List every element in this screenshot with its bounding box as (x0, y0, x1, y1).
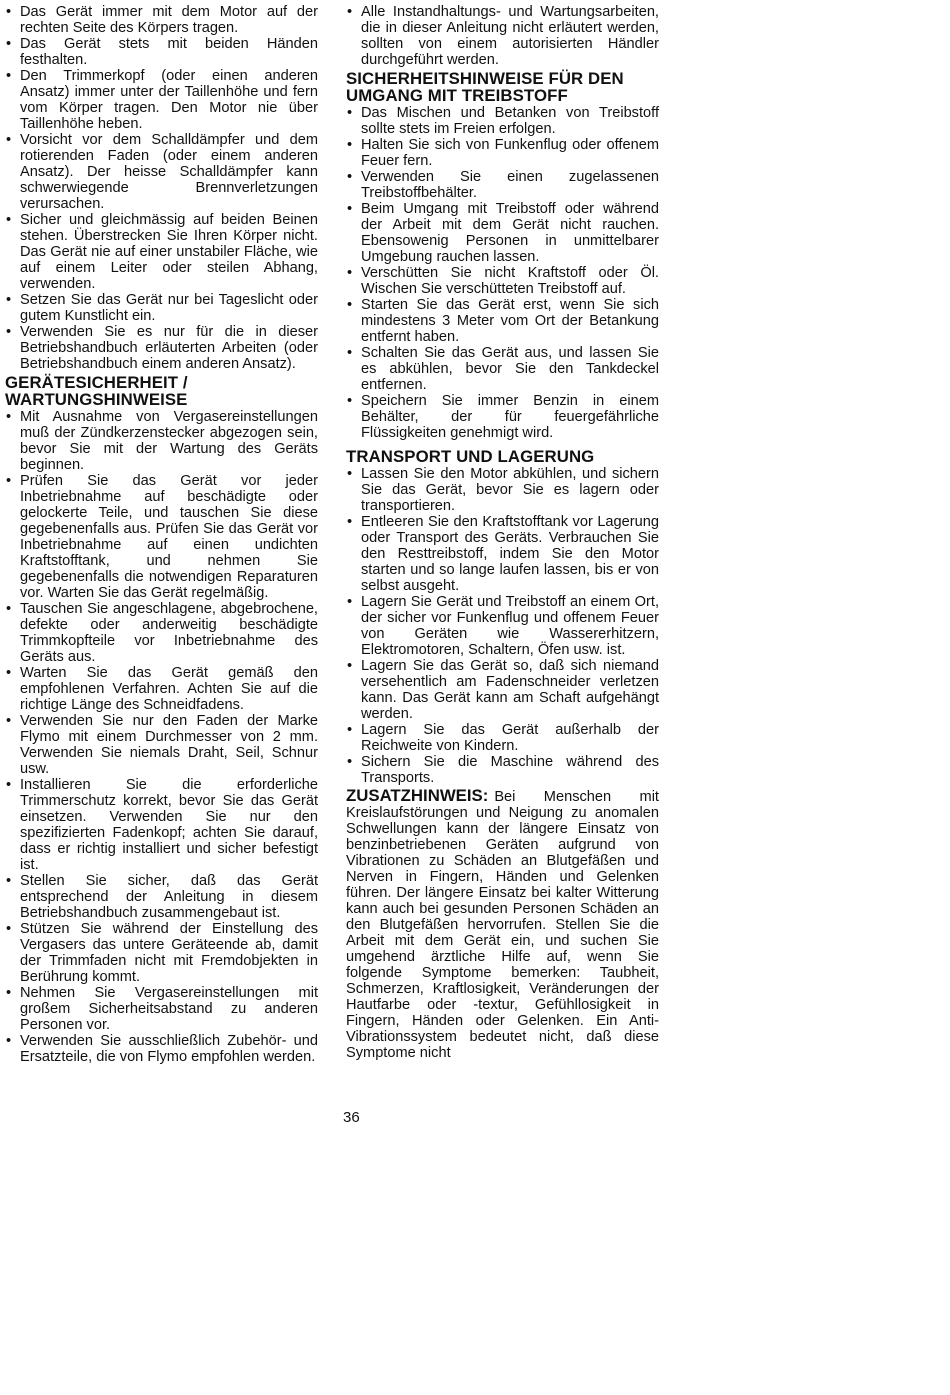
maintenance-dealer-list (346, 4, 659, 68)
list-item: • Sicher und gleichmässig auf beiden Beinen stehen. Überstrecken Sie Ihren Körper nicht. Das Gerät nie auf einer unstabiler Fläche, wie auf einem Leiter oder steilen Abhang, verwenden. (5, 212, 318, 292)
list-item: • Stellen Sie sicher, daß das Gerät entsprechend der Anleitung in diesem Betriebshandbuch zusammengebaut ist. (5, 873, 318, 921)
list-item: • Speichern Sie immer Benzin in einem Behälter, der für feuergefährliche Flüssigkeiten genehmigt wird. (346, 393, 659, 441)
list-item: • Verwenden Sie einen zugelassenen Treibstoffbehälter. (346, 169, 659, 201)
heading-fuel-safety (346, 70, 659, 104)
list-item: • Das Gerät stets mit beiden Händen festhalten. (5, 36, 318, 68)
heading-line: GERÄTESICHERHEIT / (5, 373, 188, 392)
list-item: • Den Trimmerkopf (oder einen anderen Ansatz) immer unter der Taillenhöhe und fern vom Körper tragen. Den Motor nie über Taillenhöhe heben. (5, 68, 318, 132)
note-text: Bei Menschen mit Kreislaufstörungen und Neigung zu anomalen Schwellungen kann der längere Einsatz von benzinbetriebenen Geräten aufgrund von Vibrationen zu Schäden an Blutgefäßen und Nerven in Fingern, Händen und Gelenken führen. Der längere Einsatz bei kalter Witterung kann auch bei gesunden Personen Schäden an den Blutgefäßen hervorrufen. Stellen Sie die Arbeit mit dem Gerät ein, und suchen Sie umgehend ärztliche Hilfe auf, wenn Sie folgende Symptome bemerken: Taubheit, Schmerzen, Kraftlosigkeit, Veränderungen der Hautfarbe oder -textur, Gefühllosigkeit in Fingern, Händen oder Gelenken. Ein Anti-Vibrationssystem bedeutet nicht, daß diese Symptome nicht (346, 789, 659, 1061)
list-item: • Das Gerät immer mit dem Motor auf der rechten Seite des Körpers tragen. (5, 4, 318, 36)
list-item: • Vorsicht vor dem Schalldämpfer und dem rotierenden Faden (oder einem anderen Ansatz). Der heisse Schalldämpfer kann schwerwiegende Brennverletzungen verursachen. (5, 132, 318, 212)
heading-line: SICHERHEITSHINWEISE FÜR DEN (346, 69, 624, 88)
note-title: ZUSATZHINWEIS: (346, 786, 489, 805)
list-item: • Beim Umgang mit Treibstoff oder während der Arbeit mit dem Gerät nicht rauchen. Ebensowenig Personen in unmittelbarer Umgebung rauchen lassen. (346, 201, 659, 265)
list-item: • Verwenden Sie es nur für die in dieser Betriebshandbuch erläuterten Arbeiten (oder Betriebshandbuch einem anderen Ansatz). (5, 324, 318, 372)
safety-list-handling (5, 4, 318, 372)
list-item: • Stützen Sie während der Einstellung des Vergasers das untere Geräteende ab, damit der Trimmfaden nicht mit Fremdobjekten in Berührung kommt. (5, 921, 318, 985)
additional-note (346, 788, 659, 1061)
heading-line: WARTUNGSHINWEISE (5, 390, 188, 409)
list-item: • Mit Ausnahme von Vergasereinstellungen muß der Zündkerzenstecker abgezogen sein, bevor Sie mit der Wartung des Geräts beginnen. (5, 409, 318, 473)
left-column (5, 4, 318, 1065)
list-item: • Prüfen Sie das Gerät vor jeder Inbetriebnahme auf beschädigte oder gelockerte Teile, und tauschen Sie diese gegebenenfalls aus. Prüfen Sie das Gerät vor Inbetriebnahme auf einen undichten Kraftstofftank, und nehmen Sie gegebenenfalls die notwendigen Reparaturen vor. Warten Sie das Gerät regelmäßig. (5, 473, 318, 601)
heading-device-safety (5, 374, 318, 408)
list-item: • Lassen Sie den Motor abkühlen, und sichern Sie das Gerät, bevor Sie es lagern oder transportieren. (346, 466, 659, 514)
list-item: • Alle Instandhaltungs- und Wartungsarbeiten, die in dieser Anleitung nicht erläutert werden, sollten von einem autorisierten Händler durchgeführt werden. (346, 4, 659, 68)
list-item: • Verwenden Sie nur den Faden der Marke Flymo mit einem Durchmesser von 2 mm. Verwenden Sie niemals Draht, Seil, Schnur usw. (5, 713, 318, 777)
list-item: • Das Mischen und Betanken von Treibstoff sollte stets im Freien erfolgen. (346, 105, 659, 137)
list-item: • Lagern Sie das Gerät so, daß sich niemand versehentlich am Fadenschneider verletzen kann. Das Gerät kann am Schaft aufgehängt werden. (346, 658, 659, 722)
list-item: • Verschütten Sie nicht Kraftstoff oder Öl. Wischen Sie verschütteten Treibstoff auf. (346, 265, 659, 297)
heading-line: UMGANG MIT TREIBSTOFF (346, 86, 568, 105)
list-item: • Schalten Sie das Gerät aus, und lassen Sie es abkühlen, bevor Sie den Tankdeckel entfernen. (346, 345, 659, 393)
list-item: • Lagern Sie das Gerät außerhalb der Reichweite von Kindern. (346, 722, 659, 754)
list-item: • Tauschen Sie angeschlagene, abgebrochene, defekte oder anderweitig beschädigte Trimmkopfteile vor Inbetriebnahme des Geräts aus. (5, 601, 318, 665)
list-item: • Verwenden Sie ausschließlich Zubehör- und Ersatzteile, die von Flymo empfohlen werden. (5, 1033, 318, 1065)
page-number: 36 (343, 1109, 360, 1126)
list-item: • Setzen Sie das Gerät nur bei Tageslicht oder gutem Kunstlicht ein. (5, 292, 318, 324)
list-item: • Installieren Sie die erforderliche Trimmerschutz korrekt, bevor Sie das Gerät einsetzen. Verwenden Sie nur den spezifizierten Fadenkopf; achten Sie darauf, dass er richtig installiert und sicher befestigt ist. (5, 777, 318, 873)
fuel-safety-list (346, 105, 659, 441)
list-item: • Nehmen Sie Vergasereinstellungen mit großem Sicherheitsabstand zu anderen Personen vor. (5, 985, 318, 1033)
right-column (346, 4, 659, 1061)
list-item: • Halten Sie sich von Funkenflug oder offenem Feuer fern. (346, 137, 659, 169)
list-item: • Lagern Sie Gerät und Treibstoff an einem Ort, der sicher vor Funkenflug und offenem Feuer von Geräten wie Wassererhitzern, Elektromotoren, Schaltern, Öfen usw. ist. (346, 594, 659, 658)
transport-storage-list (346, 466, 659, 786)
list-item: • Starten Sie das Gerät erst, wenn Sie sich mindestens 3 Meter vom Ort der Betankung entfernt haben. (346, 297, 659, 345)
list-item: • Sichern Sie die Maschine während des Transports. (346, 754, 659, 786)
list-item: • Entleeren Sie den Kraftstofftank vor Lagerung oder Transport des Geräts. Verbrauchen Sie den Resttreibstoff, indem Sie den Motor starten und so lange laufen lassen, bis er von selbst ausgeht. (346, 514, 659, 594)
heading-transport-storage: TRANSPORT UND LAGERUNG (346, 447, 595, 466)
safety-list-maintenance (5, 409, 318, 1065)
list-item: • Warten Sie das Gerät gemäß den empfohlenen Verfahren. Achten Sie auf die richtige Länge des Schneidfadens. (5, 665, 318, 713)
